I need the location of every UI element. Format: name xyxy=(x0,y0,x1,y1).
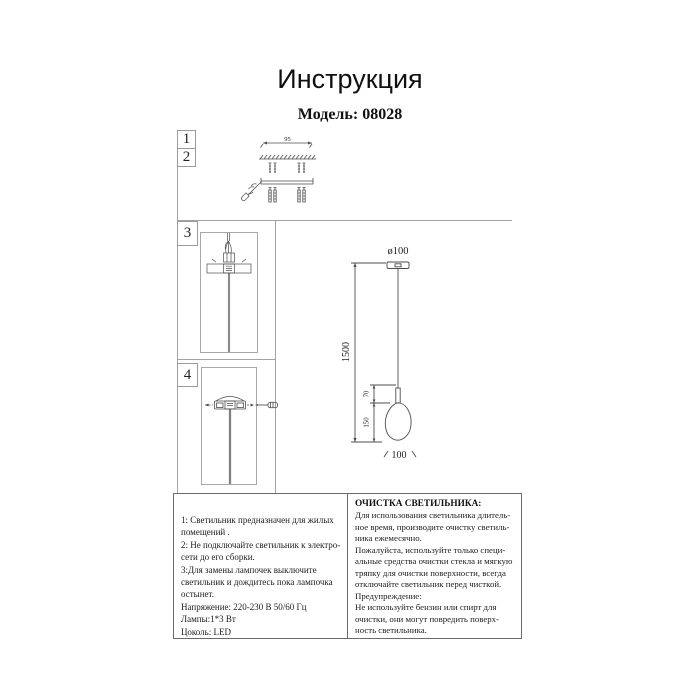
anchor-pair-right xyxy=(298,188,306,203)
spec-line: Цоколь: LED xyxy=(181,626,232,637)
dimension-drawing xyxy=(338,236,523,468)
step-number-4: 4 xyxy=(177,363,198,387)
screw-pair-right xyxy=(298,163,306,173)
spec-line: 3:Для замены лампочек выключите xyxy=(181,564,317,575)
hand-screwdriver-icon xyxy=(241,182,261,201)
socket-outline xyxy=(396,388,400,403)
screwdriver-icon xyxy=(254,394,282,416)
step3-wiring-drawing xyxy=(201,233,257,352)
spec-line: остынет. xyxy=(181,589,215,600)
dim-150-label: 150 xyxy=(363,417,371,428)
spec-line: сети до его сборки. xyxy=(181,552,255,563)
cleaning-line: ное время, производите очистку светиль- xyxy=(355,521,510,532)
step-number-2: 2 xyxy=(177,148,196,167)
step-number-1: 1 xyxy=(177,130,196,149)
step12-mounting-drawing xyxy=(225,128,355,213)
spec-line: Напряжение: 220-230 В 50/60 Гц xyxy=(181,601,307,612)
step4-panel xyxy=(201,367,257,485)
step4-canopy-drawing xyxy=(202,368,256,484)
dim-95-label: 95 xyxy=(284,136,291,143)
screw-pair-left xyxy=(269,163,277,173)
info-table xyxy=(173,493,522,639)
cleaning-line: тряпку для очистки поверхности, всегда xyxy=(355,567,506,578)
spec-line: помещений . xyxy=(181,527,230,538)
left-frame-line xyxy=(177,130,178,493)
dim-1500-label: 1500 xyxy=(341,342,352,362)
cleaning-line: ность светильника. xyxy=(355,625,427,636)
cleaning-line: Пожалуйста, используйте только специ- xyxy=(355,544,506,555)
spec-line: светильник и дождитесь пока лампочка xyxy=(181,577,333,588)
spec-line: 2: Не подключайте светильник к электро- xyxy=(181,539,341,550)
top-divider-line xyxy=(177,220,512,221)
dim-diameter-label: ø100 xyxy=(387,246,409,257)
dim-70-label: 70 xyxy=(363,390,371,398)
page-title: Инструкция xyxy=(277,64,423,94)
middle-frame-line xyxy=(275,220,276,493)
cleaning-line: Для использования светильника длитель- xyxy=(355,510,511,520)
cleaning-panel xyxy=(348,494,521,638)
cleaning-line: отключайте светильник перед чисткой. xyxy=(355,579,502,590)
step-divider-line xyxy=(177,359,276,360)
spec-line: 1: Светильник предназначен для жилых xyxy=(181,515,334,525)
canopy-outline xyxy=(387,262,409,269)
anchor-pair-left xyxy=(269,188,277,203)
model-label: Модель: 08028 xyxy=(297,106,403,123)
spec-line: Лампы:1*3 Вт xyxy=(181,614,236,625)
cleaning-line: Предупреждение: xyxy=(355,590,422,601)
spec-panel xyxy=(174,494,348,638)
cleaning-title: ОЧИСТКА СВЕТИЛЬНИКА: xyxy=(355,499,482,509)
cleaning-line: Не используйте бензин или спирт для xyxy=(355,602,497,613)
cleaning-line: очистки, они могут повредить поверх- xyxy=(355,613,499,624)
dim-100-label: 100 xyxy=(391,450,407,461)
shade-outline xyxy=(385,403,411,440)
step3-panel xyxy=(200,232,258,353)
step-number-3: 3 xyxy=(177,221,198,246)
cleaning-line: альные средства очистки стекла и мягкую xyxy=(355,556,513,567)
cleaning-line: ника ежемесячно. xyxy=(355,533,422,544)
